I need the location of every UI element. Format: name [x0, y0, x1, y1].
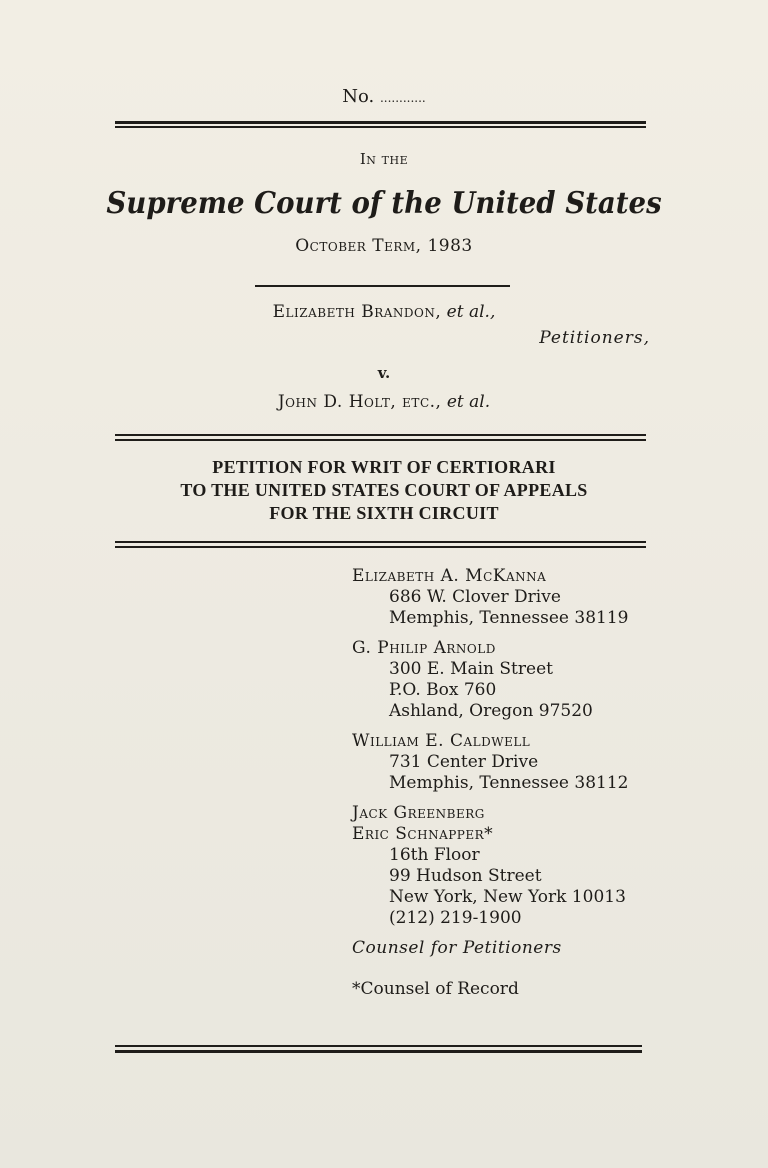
- counsel-name: Elizabeth A. McKanna: [352, 566, 547, 586]
- title-line: FOR THE SIXTH CIRCUIT: [269, 503, 499, 523]
- short-rule: [255, 285, 510, 287]
- title-line: TO THE UNITED STATES COURT OF APPEALS: [180, 480, 588, 500]
- counsel-group: [352, 803, 628, 929]
- counsel-name: Eric Schnapper*: [352, 824, 494, 844]
- address-line: 686 W. Clover Drive: [389, 587, 561, 607]
- term-label: October Term, 1983: [295, 236, 473, 256]
- versus: v.: [377, 364, 391, 382]
- petitioners-role: Petitioners,: [539, 328, 650, 348]
- middle-rule-2: [115, 439, 646, 441]
- petitioner-etal: et al.,: [446, 302, 496, 322]
- respondent-line: [0, 392, 768, 412]
- top-rule-thick: [115, 121, 646, 124]
- title-line: PETITION FOR WRIT OF CERTIORARI: [212, 457, 556, 477]
- address-line: Memphis, Tennessee 38119: [389, 608, 629, 628]
- address-line: 731 Center Drive: [389, 752, 539, 772]
- counsel-block: [352, 566, 628, 1000]
- petitioner-name: Elizabeth Brandon,: [272, 302, 442, 322]
- lower-rule-1: [115, 541, 646, 543]
- top-rule-thin: [115, 126, 646, 128]
- counsel-group: [352, 731, 628, 794]
- counsel-group: [352, 566, 628, 629]
- counsel-name: William E. Caldwell: [352, 731, 531, 751]
- address-line: 16th Floor: [389, 845, 480, 865]
- counsel-name: G. Philip Arnold: [352, 638, 496, 658]
- counsel-role: Counsel for Petitioners: [352, 938, 562, 958]
- court-name: Supreme Court of the United States: [106, 186, 662, 221]
- lower-rule-2: [115, 546, 646, 548]
- in-the-label: In the: [359, 150, 409, 168]
- counsel-name: Jack Greenberg: [352, 803, 485, 823]
- petitioner-line: [0, 302, 768, 322]
- address-line: (212) 219-1900: [389, 908, 522, 928]
- document-title: [0, 456, 768, 525]
- address-line: Memphis, Tennessee 38112: [389, 773, 629, 793]
- bottom-rule-thin: [115, 1045, 642, 1047]
- counsel-group: [352, 638, 628, 722]
- respondent-etal: et al.: [446, 392, 491, 412]
- address-line: New York, New York 10013: [389, 887, 626, 907]
- address-line: 99 Hudson Street: [389, 866, 542, 886]
- middle-rule-1: [115, 434, 646, 436]
- address-line: P.O. Box 760: [389, 680, 497, 700]
- address-line: 300 E. Main Street: [389, 659, 553, 679]
- docket-number-label: No.: [342, 86, 375, 107]
- counsel-footnote: *Counsel of Record: [352, 979, 519, 999]
- docket-number: [0, 86, 768, 107]
- address-line: Ashland, Oregon 97520: [389, 701, 593, 721]
- docket-number-blank: ............: [379, 91, 426, 105]
- bottom-rule-thick: [115, 1050, 642, 1053]
- respondent-name: John D. Holt, etc.,: [277, 392, 442, 412]
